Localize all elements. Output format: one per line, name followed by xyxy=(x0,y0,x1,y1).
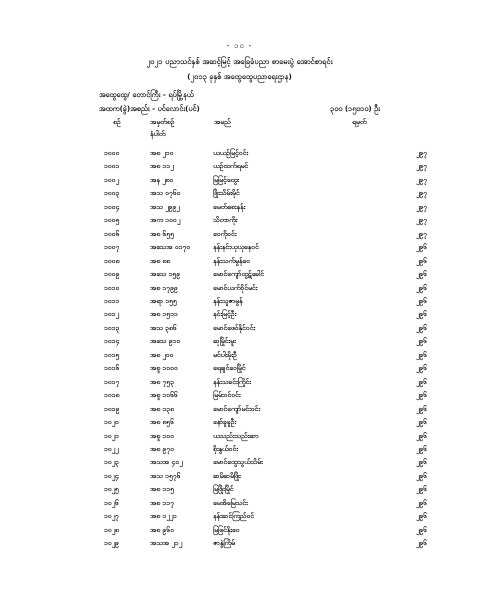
row-number: ၁၀၂၈ xyxy=(104,525,119,534)
row-score: ၂၉၇ xyxy=(416,216,427,225)
row-score: ၂၉၆ xyxy=(416,498,427,507)
row-reg-number: အသ ၃၈၆ xyxy=(150,323,177,332)
row-reg-number: အစ ၂၀၀ xyxy=(150,350,174,359)
table-row xyxy=(104,214,427,227)
row-number: ၁၀၁၈ xyxy=(104,391,120,400)
row-name: နော်ခူခူဦး xyxy=(213,418,237,427)
row-number: ၁၀၁၇ xyxy=(104,377,120,386)
row-name: ဆမိဆမိဖြိုး xyxy=(213,471,241,480)
row-score: ၂၉၆ xyxy=(416,431,427,440)
table-row xyxy=(104,510,427,523)
table-row xyxy=(104,308,427,321)
document-subtitle: (၂၀၁၃ ခုနှစ် အထွေထွေပညာရေးဌာန) xyxy=(187,72,292,81)
row-name: ဖြိုးသိမ်းမိုင် xyxy=(213,189,240,198)
row-number: ၁၀၂၃ xyxy=(104,458,119,467)
row-name: နင်းမြင့်ဦး xyxy=(213,310,237,319)
row-reg-number: အစူ ၁၀၆၆ xyxy=(150,391,178,400)
row-score: ၂၉၆ xyxy=(416,471,427,480)
table-row xyxy=(104,282,427,295)
row-score: ၂၉၆ xyxy=(416,270,427,279)
row-name: ယယဉ်မြင့်ဝင်း xyxy=(213,149,249,157)
region-line: အထွေထွေ/ တောင်ကြီး - ရပ်မြို့နယ် xyxy=(99,90,194,99)
row-reg-number: အစ ၉၆၀ xyxy=(150,525,174,534)
row-name: မောင်ကျော်ထွဋ်ခေါင် xyxy=(213,270,264,279)
row-number: ၁၀၁၃ xyxy=(104,323,120,332)
row-reg-number: အသ ၀၇၆၀ xyxy=(150,189,181,198)
row-score: ၂၉၆ xyxy=(416,256,427,265)
row-number: ၁၀၀၅ xyxy=(104,216,120,225)
table-row xyxy=(104,174,427,187)
row-reg-number: အစ ၁၃၈ xyxy=(150,404,174,413)
table-row xyxy=(104,497,427,510)
row-number: ၁၀၁၉ xyxy=(104,404,120,413)
row-score: ၂၉၆ xyxy=(416,404,427,413)
row-reg-number: အစ ၁၁၇ xyxy=(150,498,174,507)
row-score: ၂၉၆ xyxy=(416,377,427,386)
table-row xyxy=(104,376,427,389)
document-title: ၂၀၂၁ ပညာသင်နှစ် အဆင့်မြင့် အခြေခံပညာ စာမေးပွဲ အောင်စာရင်း xyxy=(146,57,333,66)
row-reg-number: အသ ၁၅၇၆ xyxy=(150,471,181,480)
row-number: ၁၀၁၅ xyxy=(104,350,120,359)
school-line: အထက(ခွဲ)အစည်း - ပင်လောင်း(ပင်) xyxy=(99,104,200,113)
row-reg-number: အသအ ၂၁၂ xyxy=(150,539,182,548)
row-name: နန်းသူဇာမွန် xyxy=(213,296,243,305)
row-number: ၁၀၁၀ xyxy=(104,283,120,292)
row-reg-number: အသ ၂၉၉၂ xyxy=(150,202,180,211)
table-row xyxy=(104,187,427,200)
row-reg-number: အသအ ၄၀၂ xyxy=(150,458,183,467)
row-name: စိုးနွယ်ဝင်း xyxy=(213,444,238,453)
row-reg-number: အစ ၁၅၁၁ xyxy=(150,310,178,319)
row-score: ၂၉၇ xyxy=(416,175,427,184)
header-name: အမည် xyxy=(214,118,231,126)
row-number: ၁၀၂၂ xyxy=(104,444,119,453)
row-reg-number: အစ ၂၁၀ xyxy=(150,149,174,157)
row-name: မြမြင့်ထွေး xyxy=(213,175,239,184)
row-number: ၁၀၀၉ xyxy=(104,270,120,279)
table-row xyxy=(104,483,427,496)
row-reg-number: အစူ ၁၀၀ xyxy=(150,431,174,440)
page-number: - ၁၀ - xyxy=(226,41,253,50)
row-name: နန်းဆင်ကြည်ဝင် xyxy=(213,512,255,521)
row-score: ၂၉၆ xyxy=(416,364,427,373)
row-number: ၁၀၀၇ xyxy=(104,243,120,252)
row-name: ဇာနွဲကြိမ် xyxy=(213,539,236,548)
table-row xyxy=(104,255,427,268)
table-row xyxy=(104,389,427,402)
row-number: ၁၀၀၀ xyxy=(104,149,120,157)
row-reg-number: အစ ၇၅၃ xyxy=(150,377,174,386)
row-name: မြဖြင်နိုးဝေ xyxy=(213,525,240,534)
row-score: ၂၉၆ xyxy=(416,525,427,534)
row-reg-number: အစ ၈၈ xyxy=(150,256,171,265)
table-row xyxy=(104,416,427,429)
table-row xyxy=(104,456,427,469)
row-reg-number: အသေ ၁၅၉ xyxy=(150,270,181,279)
table-row xyxy=(104,430,427,443)
row-name: မင်ပါးမိုးဦ xyxy=(213,350,237,359)
table-row xyxy=(104,228,427,241)
row-reg-number: အစ ၁၇၉၉ xyxy=(150,283,178,292)
row-name: မောင်ထွေသွယ်သိမ်း xyxy=(213,458,263,467)
row-reg-number: အစ ၉၇၀ xyxy=(150,444,174,453)
table-row xyxy=(104,470,427,483)
row-name: မောင်ဖေဝ်နိုင်ဝင်း xyxy=(213,323,256,332)
row-reg-number: အန ၂၈၀ xyxy=(150,175,174,184)
row-name: ဝေကိုဝင်း xyxy=(213,229,237,238)
row-name: ယသည်းသည်းဆာ xyxy=(213,431,259,440)
table-row xyxy=(104,241,427,254)
row-name: မောင်ယက်ဝိုင်မင်း xyxy=(213,283,258,292)
row-number: ၁၀၂၁ xyxy=(104,431,119,440)
row-name: ဆုမြိုင်းမူး xyxy=(213,337,236,346)
row-score: ၂၉၆ xyxy=(416,458,427,467)
row-score: ၂၉၆ xyxy=(416,512,427,521)
row-reg-number: အစ ၁၁၂ xyxy=(150,162,174,171)
row-score: ၂၉၆ xyxy=(416,323,427,332)
row-reg-number: အစ ၆၅၅ xyxy=(150,229,174,238)
row-number: ၁၀၁၆ xyxy=(104,364,120,373)
table-row xyxy=(104,537,427,550)
row-score: ၂၉၆ xyxy=(416,444,427,453)
table-row xyxy=(104,403,427,416)
row-name: မြဖြိုးမြိုင် xyxy=(213,485,234,494)
row-name: ယဉ်ထက်ရမင် xyxy=(213,162,249,171)
row-reg-number: အစ ၈၅၆ xyxy=(150,418,174,427)
row-number: ၁၀၀၄ xyxy=(104,202,120,211)
row-name: မောင်ကျော်မင်းဝင်း xyxy=(213,404,261,413)
table-row xyxy=(104,322,427,335)
row-score: ၂၉၆ xyxy=(416,337,427,346)
row-score: ၂၉၆ xyxy=(416,350,427,359)
row-number: ၁၀၂၆ xyxy=(104,498,119,507)
row-score: ၂၉၇ xyxy=(416,149,427,157)
row-number: ၁၀၂၇ xyxy=(104,512,119,521)
row-score: ၂၉၆ xyxy=(416,243,427,252)
row-name: နန်းနင်းယုယုနေဝင် xyxy=(213,243,259,252)
row-number: ၁၀၀၂ xyxy=(104,175,119,184)
row-score: ၂၉၆ xyxy=(416,485,427,494)
row-number: ၁၀၂၉ xyxy=(104,539,119,548)
row-number: ၁၀၁၁ xyxy=(104,296,120,305)
row-reg-number: အစ ၁၁၅ xyxy=(150,485,174,494)
row-score: ၂၉၆ xyxy=(416,296,427,305)
table-row xyxy=(104,147,427,160)
row-name: နန်းသက်မွန်ဝေ xyxy=(213,256,250,265)
row-number: ၁၀၂၅ xyxy=(104,485,119,494)
header-reg: အမှတ်စဉ် xyxy=(150,118,175,126)
row-score: ၂၉၆ xyxy=(416,539,427,548)
row-number: ၁၀၁၂ xyxy=(104,310,119,319)
header-no: စဉ် xyxy=(113,118,121,126)
row-score: ၂၉၆ xyxy=(416,418,427,427)
row-reg-number: အက ၁၀၀၂ xyxy=(150,216,181,225)
row-name: မြမ်းဝင်ဝင်း xyxy=(213,391,241,400)
row-name: နန်းသခင်းကြိုင်း xyxy=(213,377,251,386)
row-number: ၁၀၂၀ xyxy=(104,418,119,427)
row-number: ၁၀၁၄ xyxy=(104,337,120,346)
row-score: ၂၉၆ xyxy=(416,391,427,400)
table-row xyxy=(104,295,427,308)
row-reg-number: အသေ ၉၁၀ xyxy=(150,337,181,346)
table-row xyxy=(104,362,427,375)
table-row xyxy=(104,349,427,362)
row-reg-number: အစူ ၁၀၀၀ xyxy=(150,364,178,373)
row-score: ၂၉၇ xyxy=(416,202,427,211)
results-table-body xyxy=(104,147,427,551)
row-name: မေတ်စေးနန်း xyxy=(213,202,246,211)
row-number: ၁၀၀၁ xyxy=(104,162,120,171)
row-name: မေအိမြေသင်း xyxy=(213,498,248,507)
row-reg-number: အစ ၁၂၂၁ xyxy=(150,512,177,521)
row-reg-number: အရာ ၁၅၅ xyxy=(150,296,177,305)
row-score: ၂၉၇ xyxy=(416,162,427,171)
row-score: ၂၉၆ xyxy=(416,310,427,319)
header-score: ရမှတ် xyxy=(352,118,367,126)
table-row xyxy=(104,335,427,348)
row-number: ၁၀၂၄ xyxy=(104,471,119,480)
results-table xyxy=(104,147,427,551)
row-number: ၁၀၀၃ xyxy=(104,189,120,198)
row-score: ၂၉၇ xyxy=(416,189,427,198)
table-row xyxy=(104,160,427,173)
table-row xyxy=(104,524,427,537)
table-row xyxy=(104,443,427,456)
table-row xyxy=(104,268,427,281)
header-reg-line2: နံပါတ် xyxy=(150,130,166,138)
row-reg-number: အသေအ ၀၁၇၀ xyxy=(150,243,191,252)
table-row xyxy=(104,201,427,214)
row-name: ရေချင်ဝေမြိုင် xyxy=(213,364,246,373)
row-name: သိတာကိုး xyxy=(213,216,238,225)
total-count: ၃၀၀ (၁၅၀၁၀) ဦး xyxy=(330,104,380,113)
row-number: ၁၀၀၈ xyxy=(104,256,120,265)
row-score: ၂၉၆ xyxy=(416,283,427,292)
row-number: ၁၀၀၆ xyxy=(104,229,120,238)
row-score: ၂၉၇ xyxy=(416,229,427,238)
